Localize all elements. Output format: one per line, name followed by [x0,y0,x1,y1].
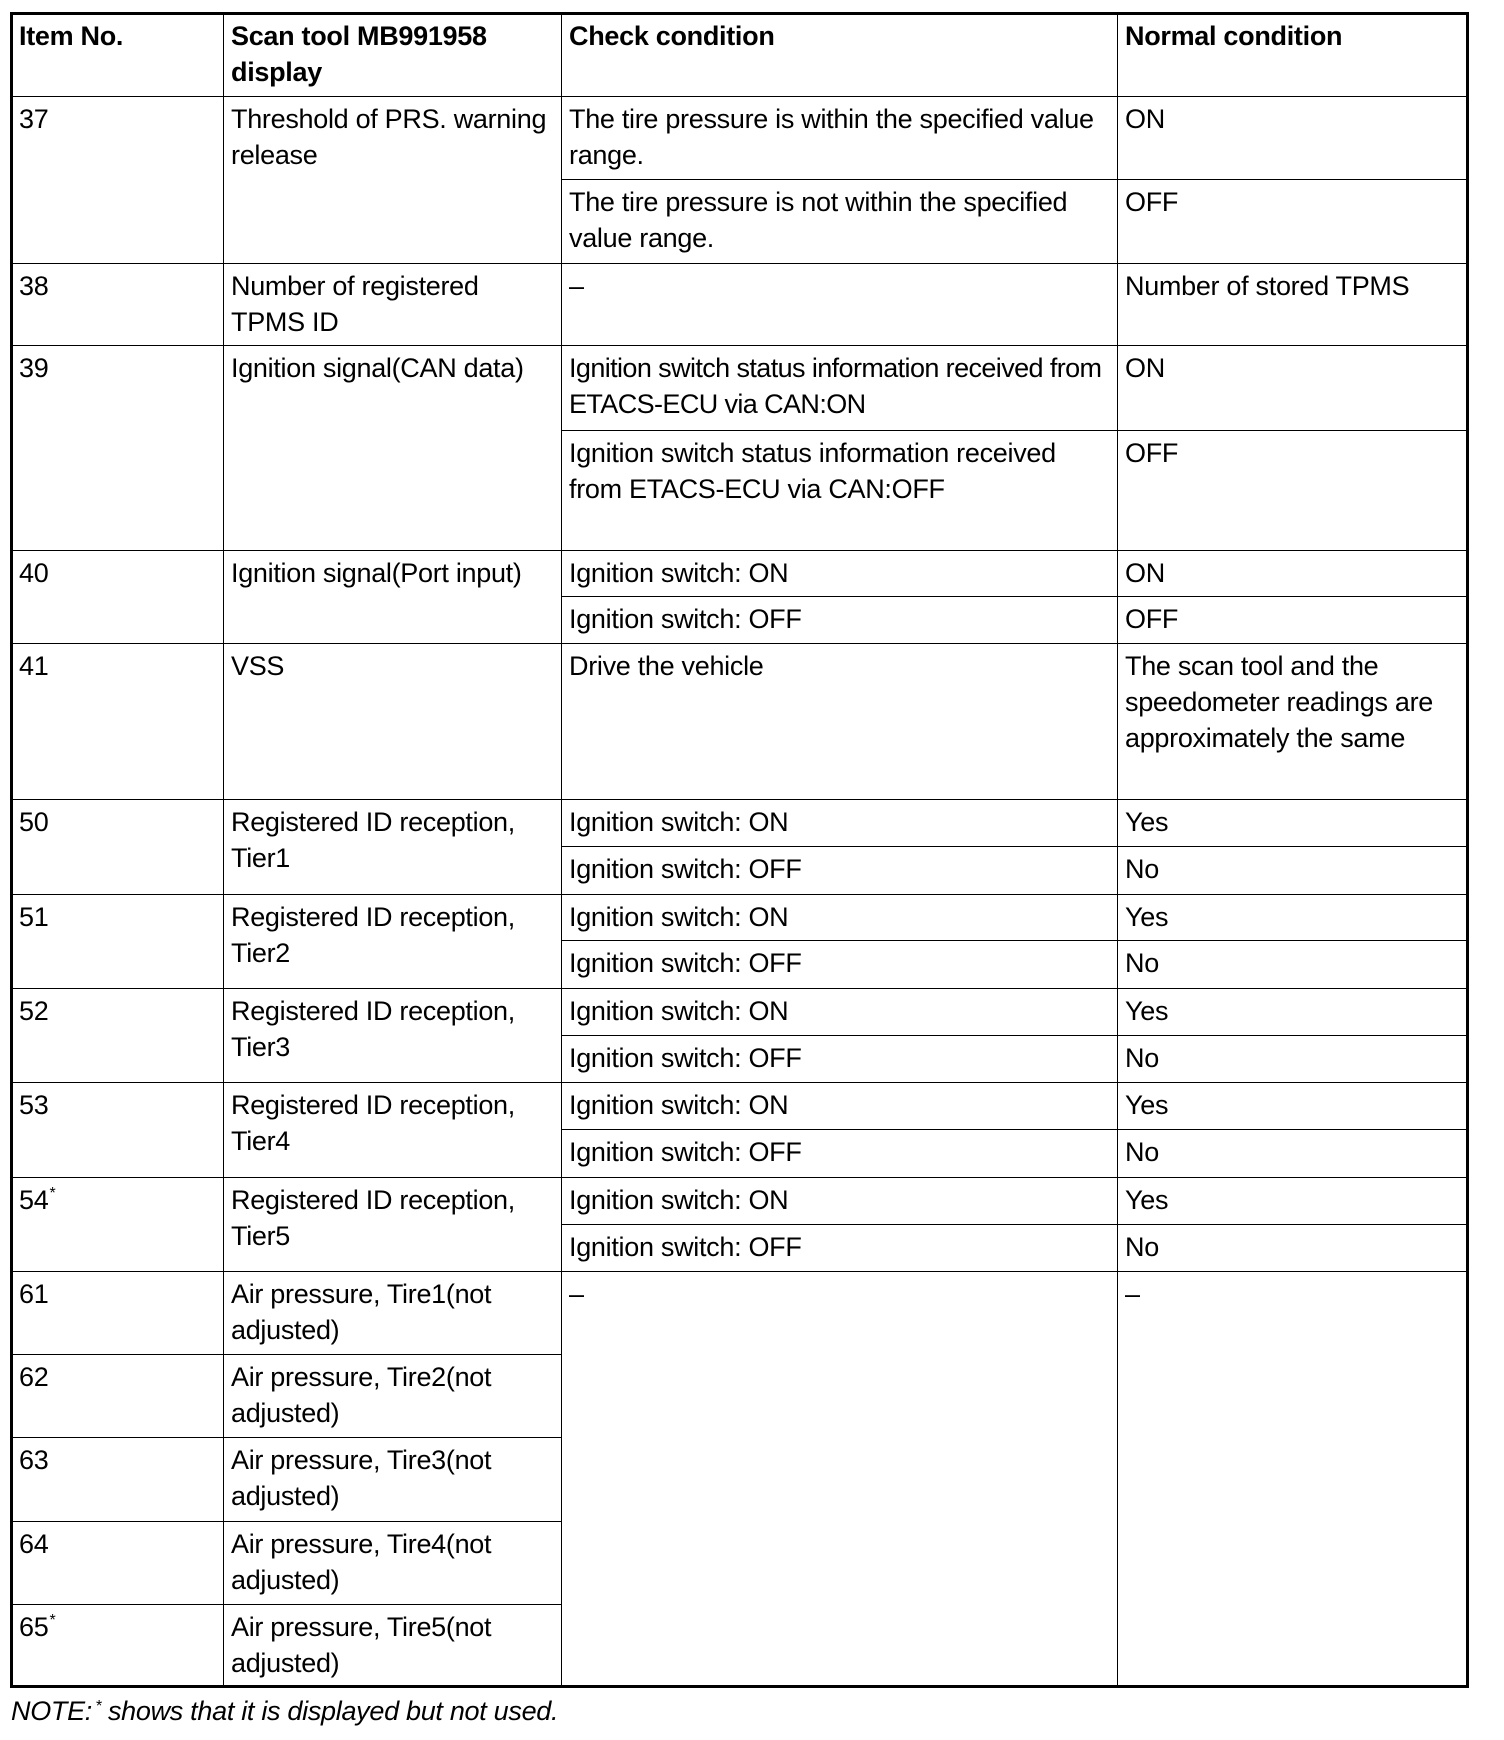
cell-check-condition: Ignition switch: OFF [561,1035,1118,1083]
cell-item-no: 41 [11,643,224,800]
cell-display: Registered ID reception, Tier3 [223,988,562,1083]
cell-check-condition: Ignition switch status information received from ETACS-ECU via CAN:ON [561,345,1118,431]
footnote [11,1693,558,1729]
cell-display: Number of registered TPMS ID [223,263,562,346]
cell-check-condition: – [561,263,1118,346]
cell-normal-condition: No [1117,1129,1468,1178]
cell-check-condition-merged: – [561,1271,1118,1688]
cell-display: Registered ID reception, Tier4 [223,1082,562,1178]
cell-normal-condition: ON [1117,96,1468,180]
cell-item-no [11,1604,224,1688]
cell-item-no: 53 [11,1082,224,1178]
header-item-no: Item No. [11,13,224,97]
cell-normal-condition: Yes [1117,799,1468,847]
cell-normal-condition: ON [1117,345,1468,431]
asterisk-mark: * [96,1698,102,1715]
cell-normal-condition: The scan tool and the speedometer readings are approximately the same [1117,643,1468,800]
cell-normal-condition: ON [1117,550,1468,597]
cell-check-condition: Ignition switch: OFF [561,940,1118,989]
cell-item-no: 63 [11,1437,224,1522]
cell-check-condition: The tire pressure is not within the specified value range. [561,179,1118,264]
cell-normal-condition: No [1117,940,1468,989]
cell-item-no: 39 [11,345,224,551]
asterisk-mark: * [49,1612,56,1629]
cell-check-condition: Ignition switch status information received from ETACS-ECU via CAN:OFF [561,430,1118,551]
cell-normal-condition: No [1117,1035,1468,1083]
item-number: 65 [19,1612,49,1642]
cell-normal-condition: Yes [1117,988,1468,1036]
cell-display: Ignition signal(Port input) [223,550,562,644]
cell-normal-condition-merged: – [1117,1271,1468,1688]
cell-display: VSS [223,643,562,800]
cell-normal-condition: OFF [1117,596,1468,644]
cell-display: Registered ID reception, Tier2 [223,894,562,989]
note-prefix: NOTE: [11,1696,93,1726]
cell-item-no: 62 [11,1354,224,1438]
cell-normal-condition: No [1117,1224,1468,1272]
cell-item-no: 61 [11,1271,224,1355]
cell-item-no [11,1177,224,1272]
cell-item-no: 51 [11,894,224,989]
cell-display: Ignition signal(CAN data) [223,345,562,551]
header-check-condition: Check condition [561,13,1118,97]
cell-check-condition: Ignition switch: ON [561,988,1118,1036]
header-scan-tool-display: Scan tool MB991958 display [223,13,562,97]
cell-display: Registered ID reception, Tier1 [223,799,562,895]
cell-check-condition: Ignition switch: ON [561,1177,1118,1225]
cell-item-no: 64 [11,1521,224,1605]
cell-normal-condition: OFF [1117,430,1468,551]
cell-item-no: 52 [11,988,224,1083]
cell-item-no: 38 [11,263,224,346]
cell-normal-condition: Number of stored TPMS [1117,263,1468,346]
cell-display: Threshold of PRS. warning release [223,96,562,264]
cell-item-no: 50 [11,799,224,895]
cell-item-no: 40 [11,550,224,644]
cell-display: Registered ID reception, Tier5 [223,1177,562,1272]
cell-normal-condition: OFF [1117,179,1468,264]
asterisk-mark: * [49,1185,56,1202]
cell-item-no: 37 [11,96,224,264]
cell-normal-condition: Yes [1117,894,1468,941]
cell-check-condition: Ignition switch: OFF [561,1129,1118,1178]
cell-check-condition: Drive the vehicle [561,643,1118,800]
cell-check-condition: Ignition switch: OFF [561,1224,1118,1272]
header-normal-condition: Normal condition [1117,13,1468,97]
item-number: 54 [19,1185,49,1215]
cell-normal-condition: Yes [1117,1082,1468,1130]
cell-check-condition: Ignition switch: ON [561,894,1118,941]
cell-display: Air pressure, Tire2(not adjusted) [223,1354,562,1438]
note-text: shows that it is displayed but not used. [107,1696,559,1726]
cell-display: Air pressure, Tire1(not adjusted) [223,1271,562,1355]
cell-check-condition: Ignition switch: ON [561,550,1118,597]
cell-normal-condition: Yes [1117,1177,1468,1225]
cell-normal-condition: No [1117,846,1468,895]
cell-display: Air pressure, Tire5(not adjusted) [223,1604,562,1688]
cell-check-condition: Ignition switch: OFF [561,846,1118,895]
cell-check-condition: Ignition switch: ON [561,799,1118,847]
cell-display: Air pressure, Tire4(not adjusted) [223,1521,562,1605]
cell-check-condition: Ignition switch: OFF [561,596,1118,644]
cell-check-condition: The tire pressure is within the specified value range. [561,96,1118,180]
cell-display: Air pressure, Tire3(not adjusted) [223,1437,562,1522]
cell-check-condition: Ignition switch: ON [561,1082,1118,1130]
